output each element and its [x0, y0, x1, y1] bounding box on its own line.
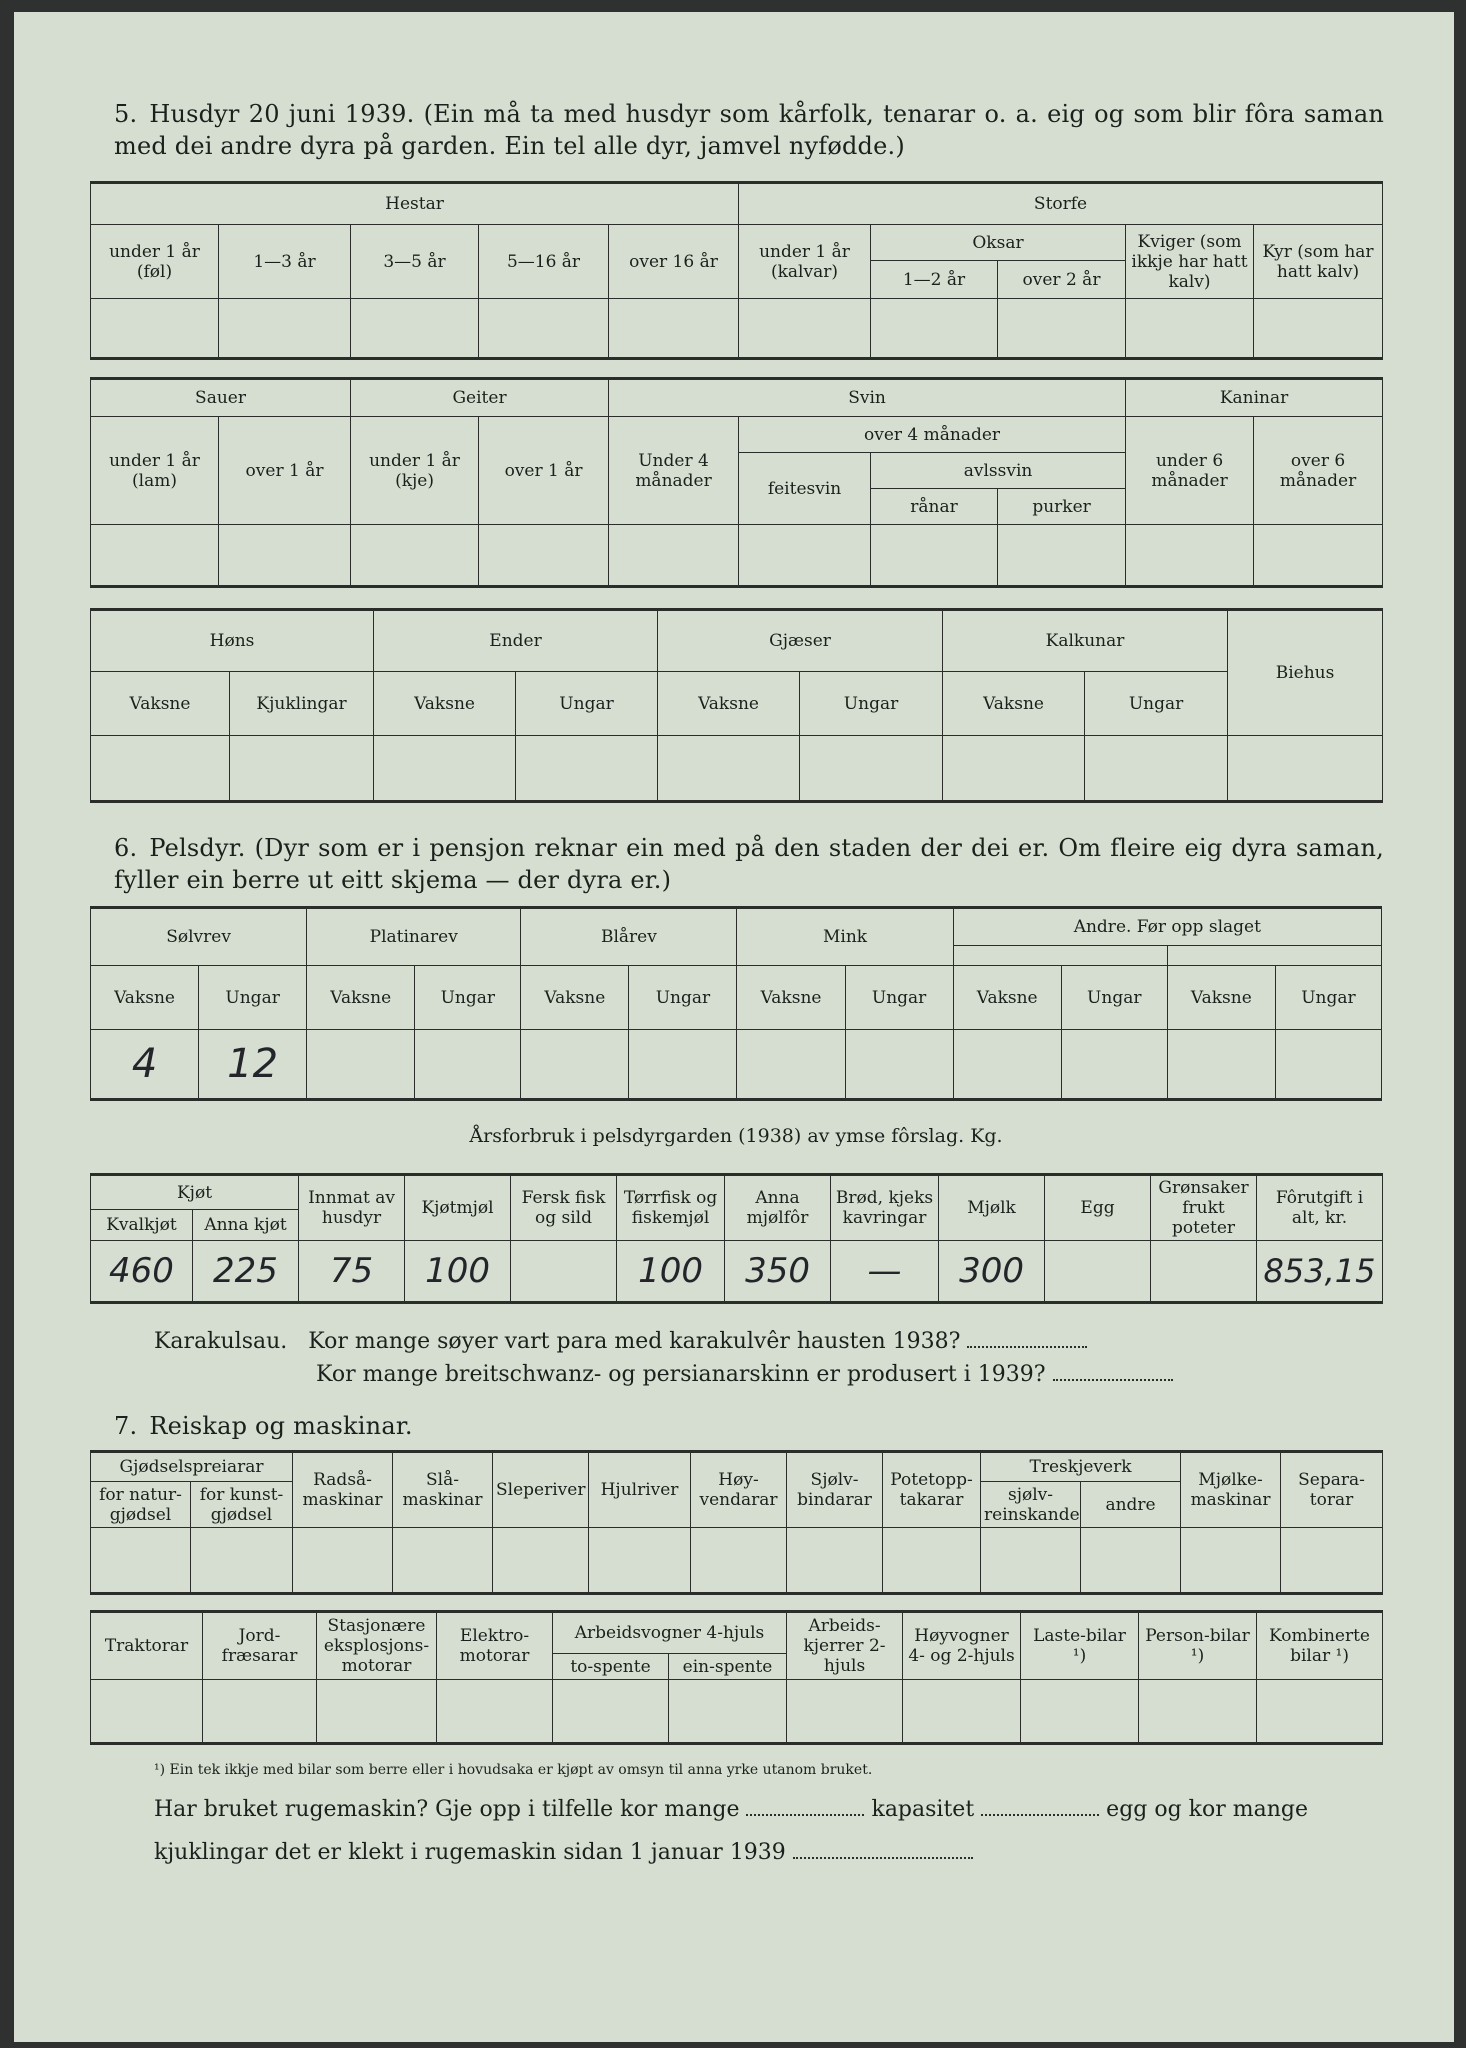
- col-kyr: Kyr (som har hatt kalv): [1254, 225, 1383, 299]
- col-vaksne: Vaksne: [307, 966, 415, 1030]
- rugemaskin-text-c: egg og kor mange: [1106, 1797, 1309, 1822]
- col-ungar: Ungar: [1275, 966, 1381, 1030]
- entry-cell[interactable]: [609, 299, 739, 359]
- header-gjodselspreiarar: Gjødselspreiarar: [91, 1452, 293, 1482]
- col-ungar: Ungar: [199, 966, 307, 1030]
- entry-cell[interactable]: [91, 1528, 191, 1594]
- value-mjolk[interactable]: 300: [939, 1241, 1045, 1303]
- table-arsforbruk: [90, 1173, 1383, 1304]
- karakul-question-1: [154, 1324, 1087, 1360]
- col-hest-over16: over 16 år: [609, 225, 739, 299]
- entry-cell[interactable]: [191, 1528, 293, 1594]
- header-blaarev: Blårev: [521, 908, 737, 966]
- col-tospente: to-spente: [553, 1654, 669, 1680]
- header-hestar: Hestar: [91, 183, 739, 225]
- col-hest-3-5: 3—5 år: [351, 225, 479, 299]
- col-torrfisk: Tørrfisk og fiskemjøl: [617, 1175, 725, 1241]
- value-solvrev-ungar[interactable]: 12: [199, 1030, 307, 1100]
- entry-cell[interactable]: [293, 1528, 393, 1594]
- rugemaskin-text-a: Har bruket rugemaskin? Gje opp i tilfelle kor mange: [154, 1797, 740, 1822]
- entry-cell[interactable]: [1275, 1030, 1381, 1100]
- entry-cell[interactable]: [493, 1528, 589, 1594]
- entry-cell[interactable]: [691, 1528, 787, 1594]
- entry-cell[interactable]: [91, 525, 219, 587]
- col-hjulriver: Hjulriver: [589, 1452, 691, 1528]
- value-kjotmjol[interactable]: 100: [405, 1241, 511, 1303]
- entry-cell[interactable]: [903, 1680, 1021, 1744]
- rugemaskin-question-line1: [154, 1792, 1394, 1828]
- col-einspente: ein-spente: [669, 1654, 787, 1680]
- header-storfe: Storfe: [739, 183, 1383, 225]
- header-avlssvin: avlssvin: [871, 453, 1126, 489]
- col-kalkunar-vaksne: Vaksne: [943, 672, 1085, 736]
- col-traktorar: Traktorar: [91, 1612, 203, 1680]
- entry-cell[interactable]: [1139, 1680, 1257, 1744]
- col-potetopptakarar: Potetopp-takarar: [883, 1452, 981, 1528]
- entry-cell[interactable]: [1085, 736, 1228, 802]
- col-ungar: Ungar: [1061, 966, 1167, 1030]
- entry-cell[interactable]: [1151, 1241, 1257, 1303]
- entry-cell[interactable]: [787, 1528, 883, 1594]
- entry-cell[interactable]: [787, 1680, 903, 1744]
- section-6-title: [114, 832, 1384, 896]
- section-7-title: [114, 1410, 413, 1442]
- entry-cell[interactable]: [317, 1680, 437, 1744]
- header-platinarev: Platinarev: [307, 908, 521, 966]
- col-feitesvin: feitesvin: [739, 453, 871, 525]
- col-separatorar: Separa-torar: [1281, 1452, 1383, 1528]
- entry-cell[interactable]: [1254, 525, 1383, 587]
- table-hestar-storfe: [90, 181, 1383, 360]
- col-vaksne: Vaksne: [737, 966, 845, 1030]
- entry-cell[interactable]: [230, 736, 374, 802]
- header-mink: Mink: [737, 908, 953, 966]
- entry-cell[interactable]: [871, 299, 998, 359]
- col-ungar: Ungar: [845, 966, 953, 1030]
- col-raanar: rånar: [871, 489, 998, 525]
- col-gronsaker: Grønsaker frukt poteter: [1151, 1175, 1257, 1241]
- col-hoyvendarar: Høy-vendarar: [691, 1452, 787, 1528]
- rugemaskin-text-b: kapasitet: [871, 1797, 975, 1822]
- col-egg: Egg: [1045, 1175, 1151, 1241]
- col-vaksne: Vaksne: [91, 966, 199, 1030]
- karakul-q2-text: Kor mange breitschwanz- og persianarskinn er produsert i 1939?: [316, 1362, 1046, 1387]
- col-kaninar-over6: over 6 månader: [1254, 417, 1383, 525]
- entry-cell[interactable]: [669, 1680, 787, 1744]
- col-personbilar: Person-bilar ¹): [1139, 1612, 1257, 1680]
- entry-cell[interactable]: [374, 736, 516, 802]
- entry-cell[interactable]: [883, 1528, 981, 1594]
- entry-cell[interactable]: [737, 1030, 845, 1100]
- rugemaskin-text-d: kjuklingar det er klekt i rugemaskin sidan 1 januar 1939: [154, 1840, 786, 1865]
- col-lastebilar: Laste-bilar ¹): [1021, 1612, 1139, 1680]
- entry-cell[interactable]: [351, 525, 479, 587]
- value-forutgift[interactable]: 853,15: [1257, 1241, 1383, 1303]
- entry-cell[interactable]: [1126, 299, 1254, 359]
- value-anna-kjot[interactable]: 225: [193, 1241, 299, 1303]
- col-sjolvreinskande: sjølv-reinskande: [981, 1482, 1081, 1528]
- col-kunstgjodsel: for kunst-gjødsel: [191, 1482, 293, 1528]
- header-svin: Svin: [609, 379, 1126, 417]
- entry-cell[interactable]: [219, 525, 351, 587]
- header-andre: Andre. Før opp slaget: [953, 908, 1381, 946]
- col-hoyvogner: Høyvogner 4- og 2-hjuls: [903, 1612, 1021, 1680]
- section-text: Husdyr 20 juni 1939. (Ein må ta med husdyr som kårfolk, tenarar o. a. eig og som blir fôra saman med dei andre dyra på garden. Ein tel alle dyr, jamvel nyfødde.): [114, 100, 1384, 160]
- header-kaninar: Kaninar: [1126, 379, 1383, 417]
- entry-cell[interactable]: [479, 525, 609, 587]
- col-oksar-over2: over 2 år: [998, 261, 1126, 299]
- header-oksar: Oksar: [871, 225, 1126, 261]
- entry-cell[interactable]: [629, 1030, 737, 1100]
- entry-cell[interactable]: [91, 736, 230, 802]
- header-svin-over4: over 4 månader: [739, 417, 1126, 453]
- footnote: ¹) Ein tek ikkje med bilar som berre eller i hovudsaka er kjøpt av omsyn til anna yrke utanom bruket.: [154, 1762, 873, 1778]
- entry-cell[interactable]: [1228, 736, 1383, 802]
- entry-cell[interactable]: [871, 525, 998, 587]
- entry-cell[interactable]: [219, 299, 351, 359]
- col-kjotmjol: Kjøtmjøl: [405, 1175, 511, 1241]
- entry-cell[interactable]: [739, 299, 871, 359]
- entry-cell[interactable]: [203, 1680, 317, 1744]
- entry-cell[interactable]: [479, 299, 609, 359]
- col-vaksne: Vaksne: [1167, 966, 1275, 1030]
- entry-cell[interactable]: [351, 299, 479, 359]
- entry-cell[interactable]: [1257, 1680, 1383, 1744]
- rugemaskin-question-line2: [154, 1835, 973, 1871]
- table-sauer-geiter-svin-kaninar: [90, 377, 1383, 588]
- col-gjaeser-vaksne: Vaksne: [658, 672, 800, 736]
- col-treskjeverk-andre: andre: [1081, 1482, 1181, 1528]
- entry-cell[interactable]: [609, 525, 739, 587]
- andre-slag-1[interactable]: [953, 946, 1167, 966]
- table-reiskap: [90, 1450, 1383, 1595]
- col-radsaa: Radså-maskinar: [293, 1452, 393, 1528]
- header-arbeidsvogner: Arbeidsvogner 4-hjuls: [553, 1612, 787, 1654]
- entry-cell[interactable]: [1061, 1030, 1167, 1100]
- header-ender: Ender: [374, 610, 658, 672]
- header-treskjeverk: Treskjeverk: [981, 1452, 1181, 1482]
- entry-cell[interactable]: [393, 1528, 493, 1594]
- col-kombinerte-bilar: Kombinerte bilar ¹): [1257, 1612, 1383, 1680]
- col-hest-under1: under 1 år (føl): [91, 225, 219, 299]
- header-solvrev: Sølvrev: [91, 908, 307, 966]
- col-ender-ungar: Ungar: [516, 672, 658, 736]
- rugemaskin-antal-answer[interactable]: [746, 1794, 864, 1816]
- col-svin-under4: Under 4 månader: [609, 417, 739, 525]
- rugemaskin-kjuklingar-answer[interactable]: [793, 1837, 973, 1859]
- karakul-label: Karakulsau.: [154, 1329, 288, 1354]
- col-purker: purker: [998, 489, 1126, 525]
- col-jordfresarar: Jord-fræsarar: [203, 1612, 317, 1680]
- entry-cell[interactable]: [521, 1030, 629, 1100]
- col-hons-kjuklingar: Kjuklingar: [230, 672, 374, 736]
- value-anna-mjolfor[interactable]: 350: [725, 1241, 831, 1303]
- col-slaa: Slå-maskinar: [393, 1452, 493, 1528]
- entry-cell[interactable]: [1281, 1528, 1383, 1594]
- karakul-q2-answer[interactable]: [1053, 1359, 1173, 1381]
- entry-cell[interactable]: [981, 1528, 1081, 1594]
- entry-cell[interactable]: [1254, 299, 1383, 359]
- entry-cell[interactable]: [589, 1528, 691, 1594]
- col-geiter-under1: under 1 år (kje): [351, 417, 479, 525]
- entry-cell[interactable]: [91, 1680, 203, 1744]
- col-mjolkemaskinar: Mjølke-maskinar: [1181, 1452, 1281, 1528]
- entry-cell[interactable]: [953, 1030, 1061, 1100]
- col-vaksne: Vaksne: [521, 966, 629, 1030]
- table-fjorfe: [90, 608, 1383, 803]
- header-gjaeser: Gjæser: [658, 610, 943, 672]
- entry-cell[interactable]: [1045, 1241, 1151, 1303]
- header-kalkunar: Kalkunar: [943, 610, 1228, 672]
- col-mjolk: Mjølk: [939, 1175, 1045, 1241]
- col-sauer-under1: under 1 år (lam): [91, 417, 219, 525]
- table-motorar-vogner: [90, 1610, 1383, 1745]
- entry-cell[interactable]: [1021, 1680, 1139, 1744]
- col-fersk-fisk: Fersk fisk og sild: [511, 1175, 617, 1241]
- entry-cell[interactable]: [91, 299, 219, 359]
- col-kalvar: under 1 år (kalvar): [739, 225, 871, 299]
- section-number: 7.: [114, 1412, 138, 1440]
- col-arbeidskjerrer: Arbeids-kjerrer 2-hjuls: [787, 1612, 903, 1680]
- col-oksar-1-2: 1—2 år: [871, 261, 998, 299]
- col-sleperiver: Sleperiver: [493, 1452, 589, 1528]
- col-hest-1-3: 1—3 år: [219, 225, 351, 299]
- col-kaninar-under6: under 6 månader: [1126, 417, 1254, 525]
- census-form-page: [14, 12, 1454, 2042]
- header-kjot: Kjøt: [91, 1175, 299, 1210]
- col-geiter-over1: over 1 år: [479, 417, 609, 525]
- karakul-question-2: [316, 1357, 1173, 1393]
- entry-cell[interactable]: [511, 1241, 617, 1303]
- col-kvalkjot: Kvalkjøt: [91, 1210, 193, 1241]
- section-text: Pelsdyr. (Dyr som er i pensjon reknar ein med på den staden der dei er. Om fleire eig dyra saman, fyller ein berre ut eitt skjema — der dyra er.): [114, 834, 1384, 894]
- col-ungar: Ungar: [415, 966, 521, 1030]
- col-kviger: Kviger (som ikkje har hatt kalv): [1126, 225, 1254, 299]
- col-vaksne: Vaksne: [953, 966, 1061, 1030]
- col-hons-vaksne: Vaksne: [91, 672, 230, 736]
- section-number: 6.: [114, 834, 138, 862]
- section-number: 5.: [114, 100, 138, 128]
- value-solvrev-vaksne[interactable]: 4: [91, 1030, 199, 1100]
- entry-cell[interactable]: [1167, 1030, 1275, 1100]
- header-sauer: Sauer: [91, 379, 351, 417]
- entry-cell[interactable]: [1126, 525, 1254, 587]
- entry-cell[interactable]: [415, 1030, 521, 1100]
- rugemaskin-kapasitet-answer[interactable]: [981, 1794, 1099, 1816]
- entry-cell[interactable]: [658, 736, 800, 802]
- header-hons: Høns: [91, 610, 374, 672]
- value-kvalkjot[interactable]: 460: [91, 1241, 193, 1303]
- col-elektromotorar: Elektro-motorar: [437, 1612, 553, 1680]
- entry-cell[interactable]: [1181, 1528, 1281, 1594]
- col-stasjonaere-motorar: Stasjonære eksplosjons-motorar: [317, 1612, 437, 1680]
- col-ender-vaksne: Vaksne: [374, 672, 516, 736]
- karakul-q1-text: Kor mange søyer vart para med karakulvêr hausten 1938?: [308, 1329, 961, 1354]
- entry-cell[interactable]: [998, 525, 1126, 587]
- entry-cell[interactable]: [845, 1030, 953, 1100]
- entry-cell[interactable]: [553, 1680, 669, 1744]
- col-naturgjodsel: for natur-gjødsel: [91, 1482, 191, 1528]
- section-text: Reiskap og maskinar.: [149, 1412, 413, 1440]
- entry-cell[interactable]: [800, 736, 943, 802]
- karakul-q1-answer[interactable]: [967, 1326, 1087, 1348]
- col-sauer-over1: over 1 år: [219, 417, 351, 525]
- value-innmat[interactable]: 75: [299, 1241, 405, 1303]
- col-biehus: Biehus: [1228, 610, 1383, 736]
- andre-slag-2[interactable]: [1167, 946, 1381, 966]
- col-gjaeser-ungar: Ungar: [800, 672, 943, 736]
- col-anna-mjolfor: Anna mjølfôr: [725, 1175, 831, 1241]
- entry-cell[interactable]: [437, 1680, 553, 1744]
- header-geiter: Geiter: [351, 379, 609, 417]
- value-brod-kjeks[interactable]: —: [831, 1241, 939, 1303]
- forbruk-title: Årsforbruk i pelsdyrgarden (1938) av ymse fôrslag. Kg.: [469, 1125, 1003, 1147]
- col-brod-kjeks: Brød, kjeks kavringar: [831, 1175, 939, 1241]
- entry-cell[interactable]: [307, 1030, 415, 1100]
- col-forutgift: Fôrutgift i alt, kr.: [1257, 1175, 1383, 1241]
- col-sjolvbindarar: Sjølv-bindarar: [787, 1452, 883, 1528]
- col-kalkunar-ungar: Ungar: [1085, 672, 1228, 736]
- value-torrfisk[interactable]: 100: [617, 1241, 725, 1303]
- col-ungar: Ungar: [629, 966, 737, 1030]
- col-hest-5-16: 5—16 år: [479, 225, 609, 299]
- entry-cell[interactable]: [943, 736, 1085, 802]
- col-anna-kjot: Anna kjøt: [193, 1210, 299, 1241]
- entry-cell[interactable]: [1081, 1528, 1181, 1594]
- entry-cell[interactable]: [739, 525, 871, 587]
- section-5-title: [114, 98, 1384, 162]
- table-pelsdyr: [90, 906, 1382, 1101]
- col-innmat: Innmat av husdyr: [299, 1175, 405, 1241]
- entry-cell[interactable]: [516, 736, 658, 802]
- entry-cell[interactable]: [998, 299, 1126, 359]
